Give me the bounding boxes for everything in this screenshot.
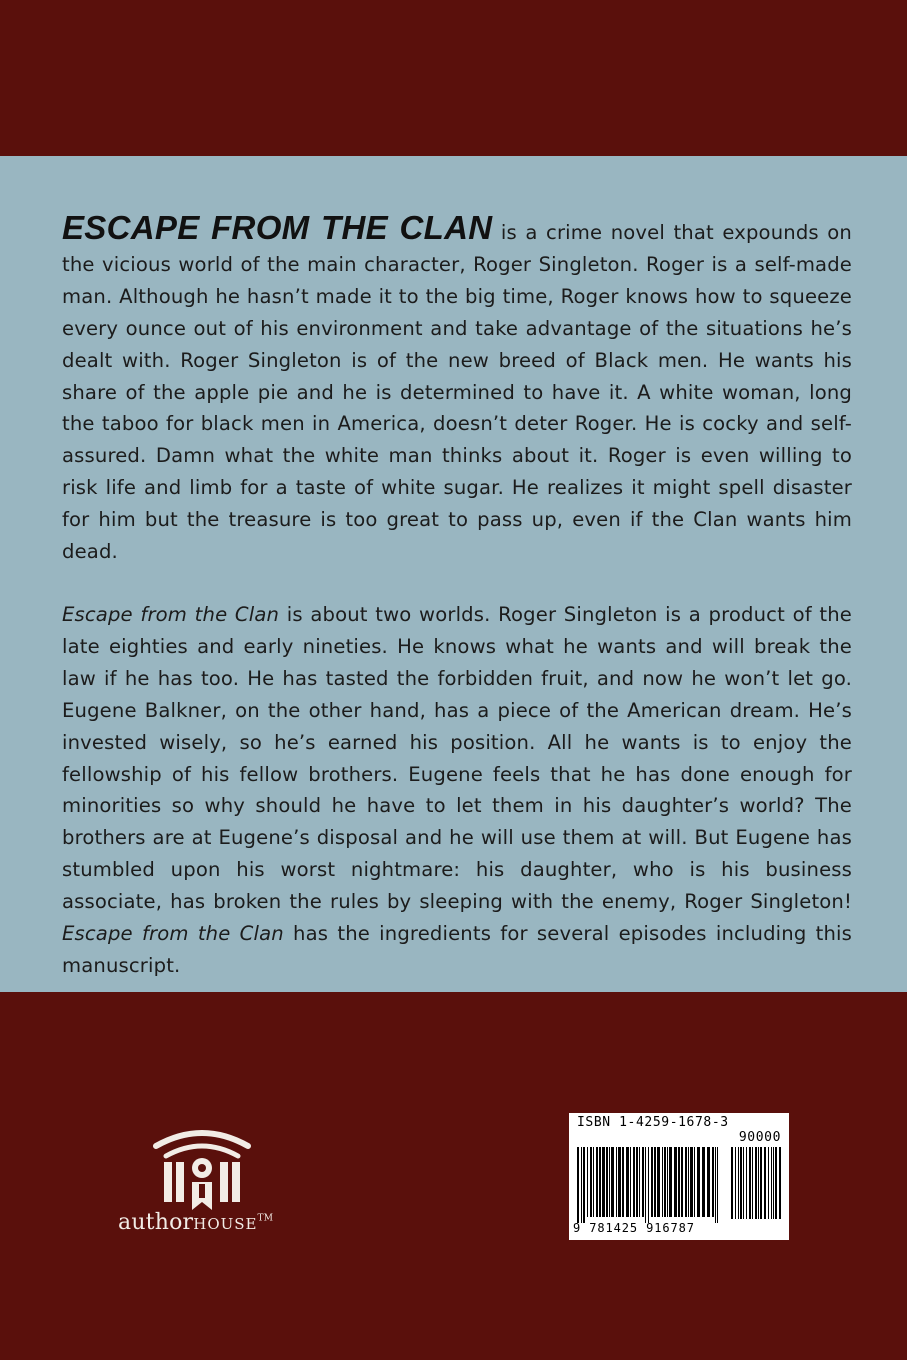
barcode-bar: [633, 1147, 635, 1217]
top-maroon-band: [0, 0, 907, 156]
barcode-bar: [688, 1147, 689, 1217]
price-code: 90000: [738, 1130, 781, 1145]
isbn-barcode: [569, 1113, 789, 1240]
barcode-bar: [651, 1147, 653, 1217]
barcode-bar: [667, 1147, 668, 1217]
addon-barcode-bar: [771, 1147, 772, 1219]
publisher-name: [118, 1210, 298, 1235]
back-cover-blurb-panel: [0, 156, 907, 992]
barcode-bar: [602, 1147, 605, 1217]
addon-barcode-bar: [735, 1147, 736, 1219]
barcode-bar: [618, 1147, 621, 1217]
book-title-italic: Escape from the Clan: [62, 602, 280, 626]
addon-barcode-bar: [760, 1147, 762, 1219]
barcode-bar: [648, 1147, 649, 1223]
barcode-bar: [581, 1147, 582, 1223]
publisher-name-lower: author: [118, 1210, 194, 1235]
addon-barcode-bar: [758, 1147, 759, 1219]
barcode-bar: [712, 1147, 714, 1217]
addon-barcode-bar: [752, 1147, 753, 1219]
barcode-bar: [690, 1147, 693, 1217]
barcode-bar: [630, 1147, 631, 1217]
ean-number: 9 781425 916787: [573, 1221, 695, 1235]
addon-barcode-bar: [755, 1147, 757, 1219]
barcode-bar: [609, 1147, 610, 1217]
blurb-paragraph-1: [62, 209, 852, 568]
barcode-bar: [593, 1147, 594, 1217]
blurb-paragraph-2: [62, 599, 852, 982]
isbn-number: ISBN 1-4259-1678-3: [577, 1115, 729, 1130]
barcode-bar: [674, 1147, 677, 1217]
addon-barcode-bar: [775, 1147, 777, 1219]
addon-barcode-bar: [743, 1147, 744, 1219]
barcode-bar: [639, 1147, 640, 1217]
barcode-bar: [669, 1147, 672, 1217]
barcode-bar: [717, 1147, 718, 1223]
barcode-bar: [697, 1147, 700, 1217]
addon-barcode-bar: [749, 1147, 751, 1219]
publisher-logo: [118, 1126, 298, 1246]
barcode-bar: [678, 1147, 680, 1217]
book-title-italic-2: Escape from the Clan: [62, 922, 284, 946]
addon-barcode-bar: [768, 1147, 769, 1219]
barcode-bar: [606, 1147, 608, 1217]
barcode-bar: [702, 1147, 705, 1217]
book-title-lead: ESCAPE FROM THE CLAN: [62, 209, 493, 246]
barcode-bar: [622, 1147, 624, 1217]
barcode-bar: [616, 1147, 617, 1217]
publisher-name-caps: HOUSE: [193, 1215, 258, 1233]
addon-barcode-bar: [779, 1147, 781, 1219]
blurb-paragraph-1-text: is a crime novel that expounds on the vicious world of the main character, Roger Singleton. Roger is a self-made man. Although he hasn’t made it to the big time, Roger knows how to squeeze every ounce out of his environment and take advantage of the situations he’s dealt with. Roger Singleton is of the new breed of Black men. He wants his share of the apple pie and he is determined to have it. A white woman, long the taboo for black men in America, doesn’t deter Roger. He is cocky and self-assured. Damn what the white man thinks about it. Roger is even willing to risk life and limb for a taste of white sugar. He realizes it might spell disaster for him but the treasure is too great to pass up, even if the Clan wants him dead.: [62, 221, 852, 564]
addon-barcode-bar: [764, 1147, 766, 1219]
addon-barcode-bar: [740, 1147, 742, 1219]
barcode-bar: [587, 1147, 588, 1217]
barcode-bar: [636, 1147, 638, 1217]
barcode-bar: [599, 1147, 601, 1217]
barcode-bar: [685, 1147, 687, 1217]
barcode-bar: [681, 1147, 683, 1217]
authorhouse-book-house-icon: [152, 1126, 252, 1210]
barcode-bar: [715, 1147, 716, 1223]
barcode-bar: [654, 1147, 656, 1217]
barcode-bar: [577, 1147, 579, 1223]
addon-barcode-bar: [746, 1147, 747, 1219]
barcode-bar: [664, 1147, 666, 1217]
barcode-bar: [645, 1147, 646, 1223]
blurb-paragraph-2-text-b: has the ingredients for several episodes including this manuscript.: [62, 922, 853, 977]
barcode-bar: [583, 1147, 585, 1223]
barcode-bar: [611, 1147, 614, 1217]
addon-barcode-bar: [773, 1147, 774, 1219]
barcode-bar: [694, 1147, 695, 1217]
barcode-bar: [642, 1147, 644, 1217]
addon-barcode-bar: [738, 1147, 739, 1219]
barcode-bar: [662, 1147, 663, 1217]
barcode-bar: [657, 1147, 660, 1217]
publisher-trademark: TM: [257, 1213, 274, 1224]
barcode-bar: [590, 1147, 592, 1217]
barcode-bar: [596, 1147, 598, 1217]
barcode-bar: [626, 1147, 629, 1217]
addon-barcode-bar: [731, 1147, 733, 1219]
barcode-bar: [707, 1147, 710, 1217]
blurb-paragraph-2-text-a: is about two worlds. Roger Singleton is a product of the late eighties and early nineties. He knows what he wants and will break the law if he has too. He has tasted the forbidden fruit, and now he won’t let go. Eugene Balkner, on the other hand, has a piece of the American dream. He’s invested wisely, so he’s earned his position. All he wants is to enjoy the fellowship of his fellow brothers. Eugene feels that he has done enough for minorities so why should he have to let them in his daughter’s world? The brothers are at Eugene’s disposal and he will use them at will. But Eugene has stumbled upon his worst nightmare: his daughter, who is his business associate, has broken the rules by sleeping with the enemy, Roger Singleton!: [62, 602, 853, 914]
